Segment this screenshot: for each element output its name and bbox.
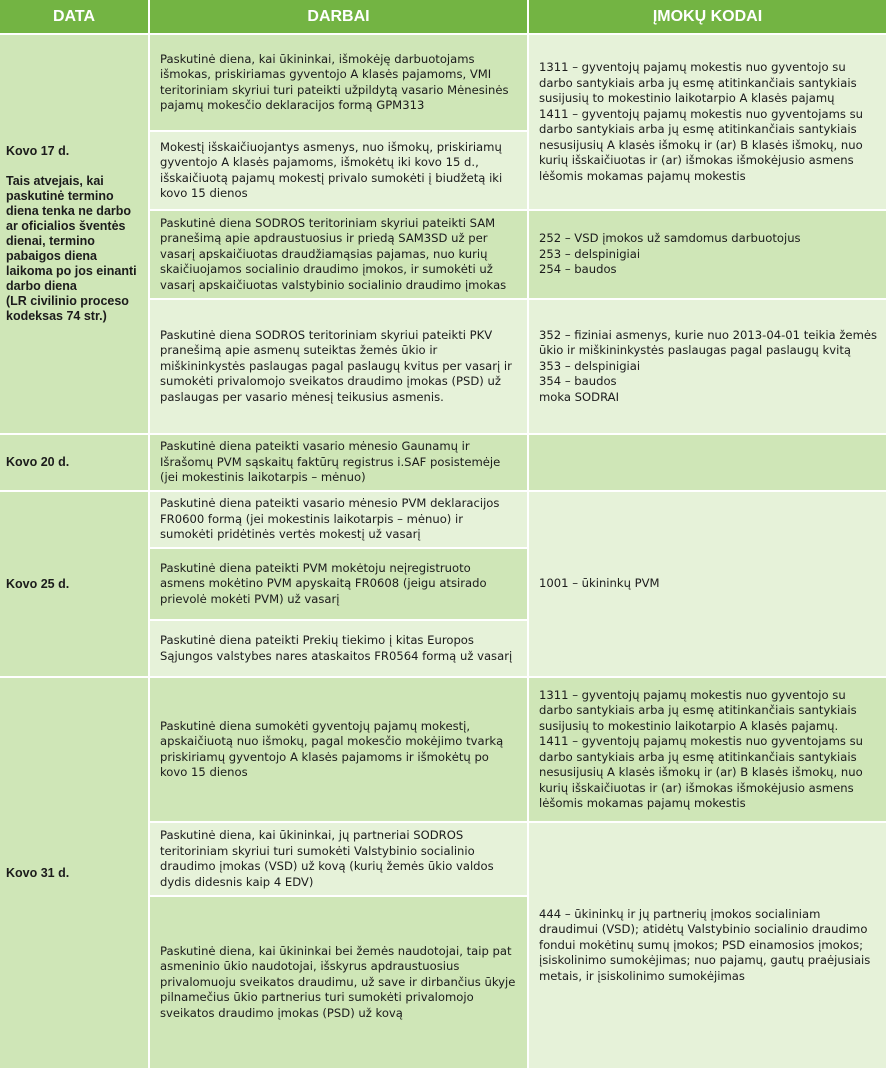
code-cell [529, 492, 886, 676]
date-cell-kovo-25 [0, 492, 148, 676]
work-text: Paskutinė diena pateikti PVM mokėtoju neįregistruoto asmens mokėtino PVM apyskaitą FR0608 (jeigu atsirado prievolė mokėti PVM) už vasarį [160, 560, 487, 606]
work-cell [150, 35, 527, 130]
work-cell [150, 549, 527, 619]
work-cell [150, 132, 527, 209]
header-codes: ĮMOKŲ KODAI [529, 0, 886, 33]
work-cell [150, 300, 527, 433]
date-label: Kovo 20 d. [6, 455, 70, 469]
code-cell [529, 678, 886, 821]
date-note: Tais atvejais, kai paskutinė termino diena tenka ne darbo ar oficialios šventės dienai, termino pabaigos diena laikoma po jos einanti darbo diena (LR civilinio proceso kodeksas 74 str.) [6, 174, 137, 323]
work-text: Paskutinė diena SODROS teritoriniam skyriui pateikti PKV pranešimą apie asmenų suteiktas žemės ūkio ir miškininkystės paslaugas pagal paslaugų kvitus per vasarį ir sumokėti privalomojo sveikatos draudimo įmokas (PSD) už paslaugas per vasario mėnesį teikusius asmenis. [160, 327, 512, 404]
code-cell [529, 300, 886, 433]
work-cell [150, 492, 527, 547]
work-text: Paskutinė diena, kai ūkininkai, jų partneriai SODROS teritoriniam skyriui turi sumokėti Valstybinio socialinio draudimo įmokas (VSD) už kovą (kurių žemės ūkio valdos dydis didesnis kaip 4 EDV) [160, 828, 494, 889]
code-text: 1311 – gyventojų pajamų mokestis nuo gyventojo su darbo santykiais arba jų esmę atitinkančiais santykiais susijusių to mokestinio laikotarpio A klasės pajamų. 1411 – gyventojų pajamų mokestis nuo gyventojams su darbo santykiais arba jų esmę atitinkančiais santykiais nesusijusių A klasės išmokų ir (ar) B klasės išmokų, nuo kurių išskaičiuotas ir (ar) išmokas išmokėjusio asmens lėšomis mokamas pajamų mokestis [539, 687, 864, 810]
code-cell [529, 435, 886, 490]
date-cell-kovo-31 [0, 678, 148, 1068]
work-cell [150, 823, 527, 895]
work-cell [150, 678, 527, 821]
work-cell [150, 897, 527, 1068]
code-text: 352 – fiziniai asmenys, kurie nuo 2013-04-01 teikia žemės ūkio ir miškininkystės paslaugas pagal paslaugų kvitą 353 – delspinigiai 354 – baudos moka SODRAI [539, 327, 878, 404]
header-date: DATA [0, 0, 148, 33]
work-text: Paskutinė diena pateikti vasario mėnesio PVM deklaracijos FR0600 formą (jei mokestinis laikotarpis – mėnuo) ir sumokėti pridėtinės vertės mokestį už vasarį [160, 496, 500, 542]
work-text: Paskutinė diena SODROS teritoriniam skyriui pateikti SAM pranešimą apie apdraustuosius ir priedą SAM3SD už per vasarį apskaičiuotas draudžiamąsias pajamas, nuo kurių skaičiuojamos socialinio draudimo įmokos, ir sumokėti už vasarį apskaičiuotas valstybinio socialinio draudimo įmokas [160, 215, 507, 292]
work-text: Paskutinė diena pateikti vasario mėnesio Gaunamų ir Išrašomų PVM sąskaitų faktūrų registrus i.SAF posistemėje (jei mokestinis laikotarpis – mėnuo) [160, 439, 501, 485]
work-cell [150, 621, 527, 676]
work-text: Paskutinė diena pateikti Prekių tiekimo į kitas Europos Sąjungos valstybes nares ataskaitos FR0564 formą už vasarį [160, 633, 513, 663]
work-text: Mokestį išskaičiuojantys asmenys, nuo išmokų, priskiriamų gyventojo A klasės pajamoms, išmokėtų iki kovo 15 d., išskaičiuotą pajamų mokestį privalo sumokėti į biudžetą iki kovo 15 dienos [160, 139, 503, 200]
work-text: Paskutinė diena, kai ūkininkai bei žemės naudotojai, taip pat asmeninio ūkio naudotojai, išskyrus apdraustuosius privalomuoju sveikatos draudimu, už save ir dirbančius ūkyje pilnamečius ūkio partnerius turi sumokėti privalomojo sveikatos draudimo įmokas (PSD) už kovą [160, 943, 516, 1020]
code-cell [529, 35, 886, 209]
date-cell-kovo-17 [0, 35, 148, 433]
date-label: Kovo 17 d. [6, 144, 70, 158]
code-text: 444 – ūkininkų ir jų partnerių įmokos socialiniam draudimui (VSD); atidėtų Valstybinio socialinio draudimo fondui mokėtinų sumų įmokos; PSD einamosios įmokos; įsiskolinimo sumokėjimas; nuo pajamų, gautų praėjusiais metais, ir įsiskolinimo sumokėjimas [539, 906, 871, 983]
code-cell [529, 823, 886, 1068]
work-cell [150, 435, 527, 490]
date-label: Kovo 31 d. [6, 865, 70, 880]
code-text: 1001 – ūkininkų PVM [539, 576, 660, 591]
work-cell [150, 211, 527, 298]
work-text: Paskutinė diena, kai ūkininkai, išmokėję darbuotojams išmokas, priskiriamas gyventojo A klasės pajamoms, VMI teritoriniam skyriui turi pateikti užpildytą vasario Mėnesinės pajamų mokesčio deklaracijos formą GPM313 [160, 51, 509, 112]
code-text: 252 – VSD įmokos už samdomus darbuotojus 253 – delspinigiai 254 – baudos [539, 231, 801, 277]
date-cell-kovo-20 [0, 435, 148, 490]
work-text: Paskutinė diena sumokėti gyventojų pajamų mokestį, apskaičiuotą nuo išmokų, pagal mokesčio mokėjimo tvarką priskiriamų gyventojo A klasės pajamoms ir išmokėtų po kovo 15 dienos [160, 718, 504, 779]
date-label: Kovo 25 d. [6, 576, 70, 591]
header-works: DARBAI [150, 0, 527, 33]
code-cell [529, 211, 886, 298]
code-text: 1311 – gyventojų pajamų mokestis nuo gyventojo su darbo santykiais arba jų esmę atitinkančiais santykiais susijusių to mokestinio laikotarpio A klasės pajamų 1411 – gyventojų pajamų mokestis nuo gyventojams su darbo santykiais arba jų esmę atitinkančiais santykiais nesusijusių A klasės išmokų ir (ar) B klasės išmokų, nuo kurių išskaičiuotas ir (ar) išmokas išmokėjusio asmens lėšomis mokamas pajamų mokestis [539, 60, 864, 183]
